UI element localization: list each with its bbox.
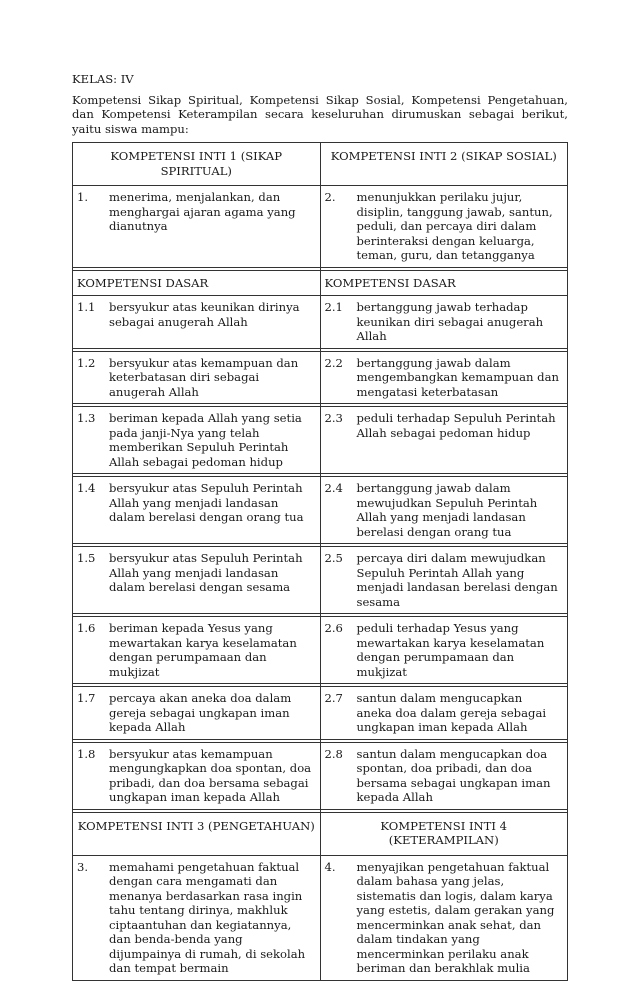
ki3-number: 3. (77, 859, 89, 874)
kd-row (73, 547, 568, 614)
kd-left-text: beriman kepada Yesus yang mewartakan karya keselamatan dengan perumpamaan dan mukjizat (109, 621, 297, 679)
kd-row (73, 407, 568, 474)
kd-left-number: 1.6 (77, 621, 96, 635)
ki34-row (73, 855, 568, 980)
kd-left-cell (73, 547, 321, 614)
document-page (72, 72, 568, 981)
kd-left-cell (73, 617, 321, 684)
kd-left-cell (73, 296, 321, 349)
kd-header-left: KOMPETENSI DASAR (73, 270, 321, 296)
ki4-header: KOMPETENSI INTI 4 (KETERAMPILAN) (320, 812, 568, 855)
kd-left-text: bersyukur atas keunikan dirinya sebagai anugerah Allah (109, 300, 300, 329)
kd-right-text: bertanggung jawab dalam mengembangkan kemampuan dan mengatasi keterbatasan (356, 355, 559, 399)
ki3-header: KOMPETENSI INTI 3 (PENGETAHUAN) (73, 812, 321, 855)
ki3-cell (73, 855, 321, 980)
ki2-number: 2. (324, 190, 336, 204)
ki-header-row (73, 143, 568, 186)
kd-right-number: 2.7 (324, 691, 343, 705)
kd-right-cell (320, 742, 568, 809)
intro-paragraph: Kompetensi Sikap Spiritual, Kompetensi Sikap Sosial, Kompetensi Pengetahuan, dan Kompetensi Keterampilan secara keseluruhan dirumuskan sebagai berikut, yaitu siswa mampu: (72, 92, 568, 136)
kd-left-number: 1.1 (77, 300, 96, 314)
class-heading: KELAS: IV (72, 72, 134, 86)
kd-right-number: 2.8 (324, 746, 343, 761)
ki1-text: menerima, menjalankan, dan menghargai ajaran agama yang dianutnya (109, 190, 296, 233)
kd-left-number: 1.7 (77, 691, 96, 705)
kd-right-text: bertanggung jawab terhadap keunikan diri sebagai anugerah Allah (356, 300, 544, 343)
kd-right-text: percaya diri dalam mewujudkan Sepuluh Perintah Allah yang menjadi landasan berelasi dengan sesama (356, 551, 558, 609)
ki4-cell (320, 855, 568, 980)
kd-left-text: beriman kepada Allah yang setia pada janji-Nya yang telah memberikan Sepuluh Perintah Allah sebagai pedoman hidup (109, 411, 302, 469)
kd-row (73, 477, 568, 544)
ki1-cell (73, 186, 321, 268)
ki2-text: menunjukkan perilaku jujur, disiplin, tanggung jawab, santun, peduli, dan percaya diri dalam berinteraksi dengan keluarga, teman, guru, dan tetangganya (356, 190, 553, 262)
competency-table (72, 142, 568, 981)
kd-right-text: santun dalam mengucapkan doa spontan, doa pribadi, dan doa bersama sebagai ungkapan iman kepada Allah (356, 746, 551, 804)
kd-left-text: bersyukur atas Sepuluh Perintah Allah yang menjadi landasan dalam berelasi dengan orang tua (109, 481, 304, 524)
kd-row (73, 296, 568, 349)
kd-left-cell (73, 351, 321, 404)
kd-left-cell (73, 407, 321, 474)
ki3-text: memahami pengetahuan faktual dengan cara mengamati dan menanya berdasarkan rasa ingin tahu tentang dirinya, makhluk ciptaantuhan dan kegiatannya, dan benda-benda yang dijumpainya di rumah, di sekolah dan tempat bermain (109, 859, 306, 975)
kd-right-cell (320, 687, 568, 740)
kd-right-cell (320, 547, 568, 614)
kd-right-cell (320, 407, 568, 474)
kd-right-cell (320, 617, 568, 684)
ki2-cell (320, 186, 568, 268)
kd-right-number: 2.1 (324, 300, 343, 314)
kd-left-cell (73, 687, 321, 740)
kd-right-number: 2.6 (324, 621, 343, 635)
kd-right-number: 2.5 (324, 551, 343, 565)
ki1-number: 1. (77, 190, 89, 204)
kd-left-number: 1.8 (77, 746, 96, 761)
kd-right-text: santun dalam mengucapkan aneka doa dalam gereja sebagai ungkapan iman kepada Allah (356, 691, 547, 734)
kd-header-row (73, 270, 568, 296)
kd-row (73, 687, 568, 740)
kd-right-text: peduli terhadap Yesus yang mewartakan karya keselamatan dengan perumpamaan dan mukjizat (356, 621, 545, 679)
ki1-header: KOMPETENSI INTI 1 (SIKAP SPIRITUAL) (73, 143, 321, 186)
kd-row (73, 617, 568, 684)
kd-left-text: percaya akan aneka doa dalam gereja sebagai ungkapan iman kepada Allah (109, 691, 292, 734)
kd-left-number: 1.5 (77, 551, 96, 565)
kd-right-text: bertanggung jawab dalam mewujudkan Sepuluh Perintah Allah yang menjadi landasan berelasi dengan orang tua (356, 481, 538, 539)
kd-left-text: bersyukur atas kemampuan mengungkapkan doa spontan, doa pribadi, dan doa bersama sebagai ungkapan iman kepada Allah (109, 746, 312, 804)
kd-row (73, 742, 568, 809)
kd-row (73, 351, 568, 404)
kd-left-number: 1.4 (77, 481, 96, 495)
ki4-number: 4. (324, 859, 336, 874)
kd-right-cell (320, 351, 568, 404)
kd-left-cell (73, 742, 321, 809)
kd-left-number: 1.2 (77, 355, 96, 370)
kd-header-right: KOMPETENSI DASAR (320, 270, 568, 296)
ki4-text: menyajikan pengetahuan faktual dalam bahasa yang jelas, sistematis dan logis, dalam karya yang estetis, dalam gerakan yang mencerminkan anak sehat, dan dalam tindakan yang mencerminkan perilaku anak beriman dan berakhlak mulia (356, 859, 555, 975)
kd-right-number: 2.3 (324, 411, 343, 425)
ki2-header: KOMPETENSI INTI 2 (SIKAP SOSIAL) (320, 143, 568, 186)
kd-right-number: 2.4 (324, 481, 343, 495)
kd-right-cell (320, 296, 568, 349)
kd-left-text: bersyukur atas kemampuan dan keterbatasan diri sebagai anugerah Allah (109, 355, 299, 399)
kd-left-cell (73, 477, 321, 544)
kd-left-number: 1.3 (77, 411, 96, 425)
kd-right-number: 2.2 (324, 355, 343, 370)
kd-left-text: bersyukur atas Sepuluh Perintah Allah yang menjadi landasan dalam berelasi dengan sesama (109, 551, 303, 594)
ki34-header-row (73, 812, 568, 855)
ki-row (73, 186, 568, 268)
kd-right-cell (320, 477, 568, 544)
kd-right-text: peduli terhadap Sepuluh Perintah Allah sebagai pedoman hidup (356, 411, 556, 440)
